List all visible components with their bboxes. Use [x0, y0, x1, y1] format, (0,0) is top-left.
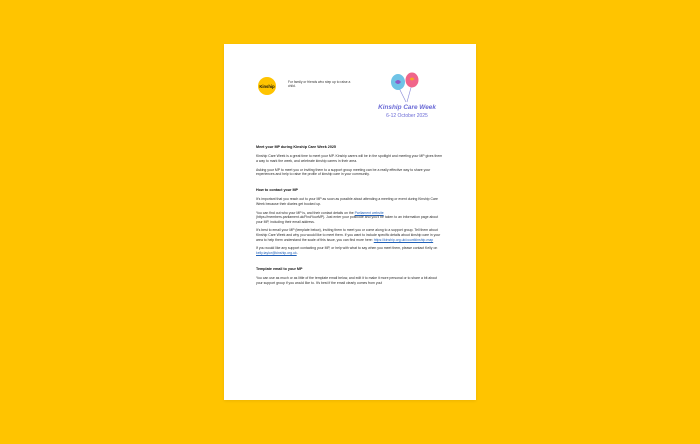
- contact-email-link[interactable]: kelly.taylor@kinship.org.uk: [256, 251, 297, 256]
- section-heading: How to contact your MP: [256, 187, 298, 192]
- section-heading: Meet your MP during Kinship Care Week 2025: [256, 145, 336, 149]
- kinship-logo-text: Kinship: [259, 83, 275, 89]
- balloons-icon: [362, 70, 452, 104]
- kinship-logo: [258, 77, 276, 95]
- document-page: [224, 44, 476, 400]
- paragraph: Asking your MP to meet you or inviting them to a support group meeting can be a really effective way to share your experiences and help to raise the profile of kinship care in your community.: [256, 167, 431, 177]
- campaign-title: Kinship Care Week: [378, 104, 436, 111]
- paragraph: Kinship Care Week is a great time to meet your MP. Kinship carers will be in the spotlight and meeting your MP gives them a way to mark the week, and celebrate kinship carers in their area.: [256, 154, 443, 163]
- kinship-care-week-logo: [362, 70, 452, 128]
- document-body: [256, 145, 444, 289]
- paragraph: If you would like any support contacting your MP, or help with what to say when you meet them, please contact Kelly on kelly.taylor@kinship.org.uk.: [256, 246, 438, 256]
- campaign-dates: 6-12 October 2025: [386, 113, 428, 119]
- paragraph: You can use as much or as little of the template email below, and edit it to make it more personal or to share a bit about your support group if you would like to. It's best if the email clearly comes from you!: [256, 276, 438, 285]
- kinship-map-link[interactable]: https://kinship.org.uk/countkinship-map: [373, 237, 434, 242]
- paragraph: You can find out who your MP is, and their contact details on the Parliament website (https://members.parliament.uk/FindYourMP). Just enter your postcode and you'll be taken to an information page about your MP, including their email address.: [256, 210, 439, 224]
- section-heading: Template email to your MP: [256, 266, 303, 271]
- paragraph: It's best to email your MP (template below), inviting them to meet you or come along to a support group. Tell them about Kinship Care Week and why you would like to meet them. If you want to include specific details about kinship care in your area to help them understand the scale of this issue, you can find more here: https://kinship.org.uk/countkinship-map: [256, 228, 441, 242]
- logo-tagline: For family or friends who step up to raise a child.: [288, 80, 351, 89]
- paragraph: It's important that you reach out to your MP as soon as possible about attending a meeting or event during Kinship Care Week because their diaries get booked up.: [256, 197, 438, 206]
- parliament-url: (https://members.parliament.uk/FindYourMP): [256, 215, 325, 220]
- parliament-website-link[interactable]: Parliament website: [354, 210, 384, 215]
